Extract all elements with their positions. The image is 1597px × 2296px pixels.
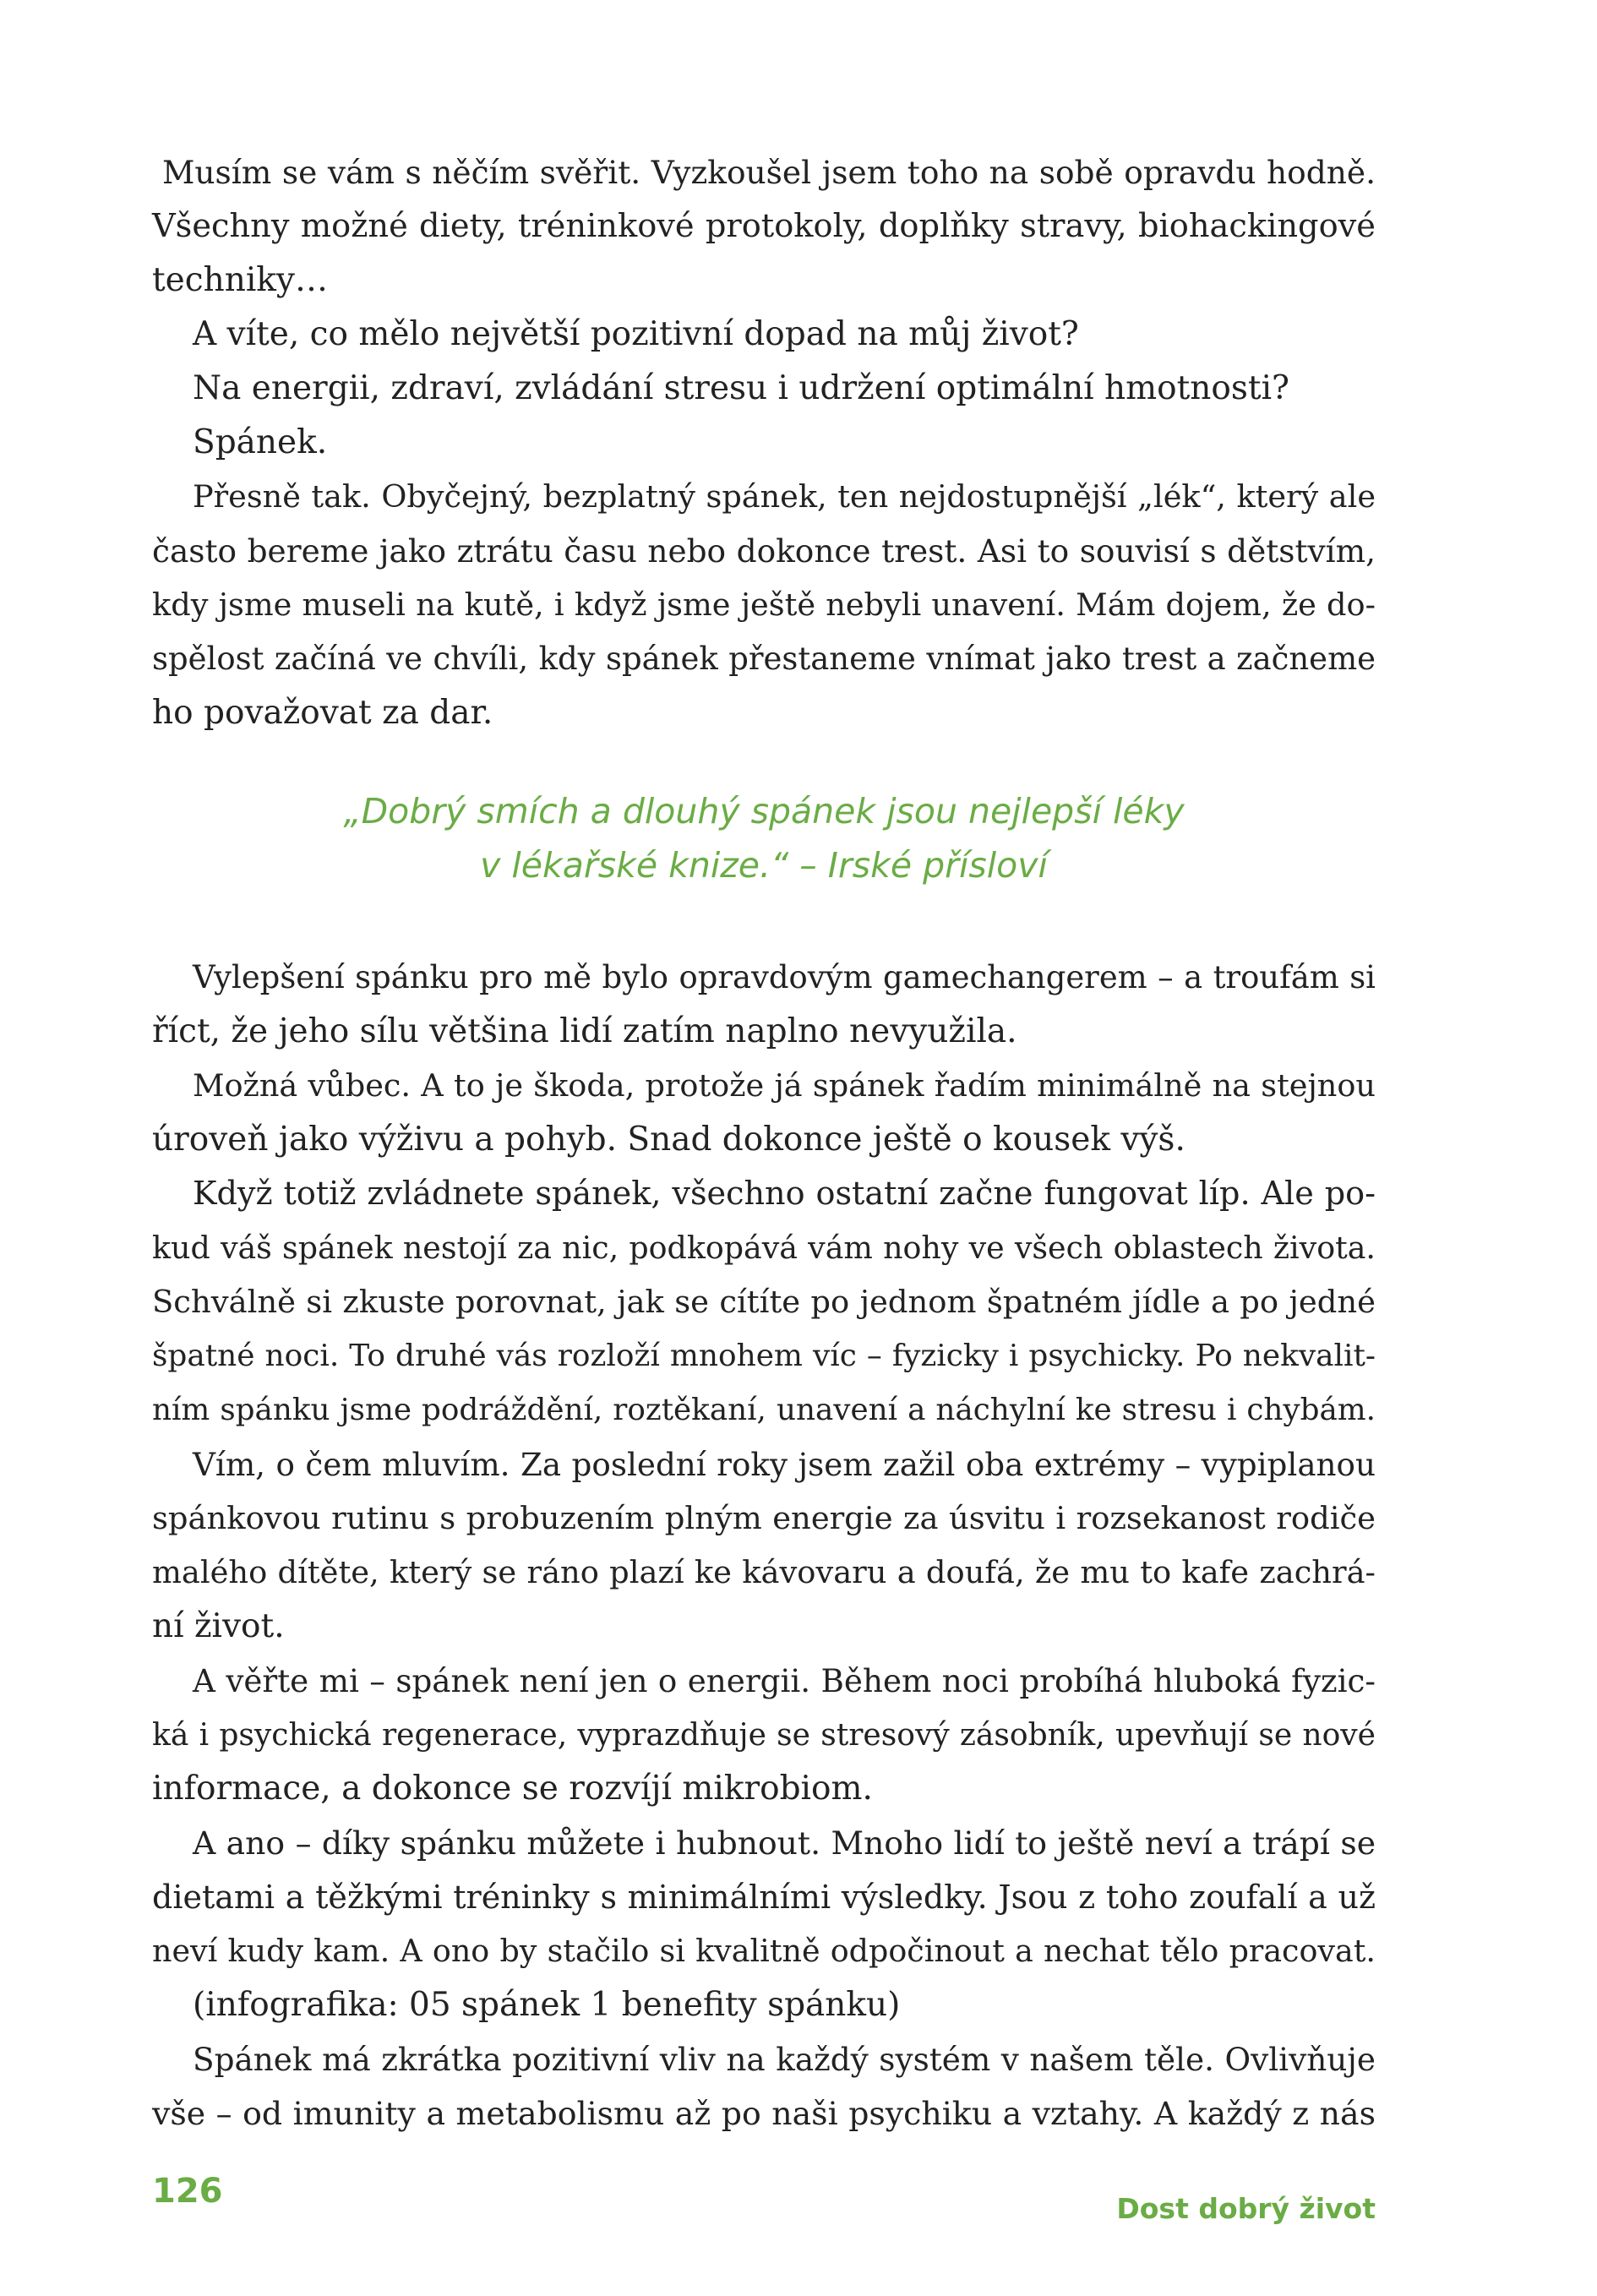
text-line: malého dítěte, který se ráno plazí ke kávovaru a doufá, že mu to kafe zachrá- (152, 1554, 1376, 1590)
text-line: vše – od imunity a metabolismu až po naši psychiku a vztahy. A každý z nás (152, 2095, 1376, 2132)
text-line: ní život. (152, 1607, 285, 1645)
running-footer-title: Dost dobrý život (1116, 2192, 1376, 2225)
text-line: dietami a těžkými tréninky s minimálními výsledky. Jsou z toho zoufalí a už (152, 1879, 1376, 1916)
text-line: Přesně tak. Obyčejný, bezplatný spánek, ten nejdostupnější „lék“, který ale (193, 478, 1376, 515)
text-line: ním spánku jsme podráždění, roztěkaní, unavení a náchylní ke stresu i chybám. (152, 1393, 1376, 1427)
text-line: Schválně si zkuste porovnat, jak se cítíte po jednom špatném jídle a po jedné (152, 1284, 1376, 1320)
text-line: Spánek. (193, 423, 328, 461)
text-line: ká i psychická regenerace, vyprazdňuje se stresový zásobník, upevňují se nové (152, 1717, 1376, 1753)
text-line: úroveň jako výživu a pohyb. Snad dokonce ještě o kousek výš. (152, 1121, 1185, 1159)
text-line: Spánek má zkrátka pozitivní vliv na každý systém v našem těle. Ovlivňuje (193, 2041, 1376, 2078)
intro-text (152, 145, 1376, 740)
text-line: Vím, o čem mluvím. Za poslední roky jsem zažil oba extrémy – vypiplanou (193, 1446, 1376, 1483)
text-line: Možná vůbec. A to je škoda, protože já spánek řadím minimálně na stejnou (193, 1067, 1376, 1104)
text-line: kud váš spánek nestojí za nic, podkopává vám nohy ve všech oblastech života. (152, 1230, 1376, 1266)
text-line: neví kudy kam. A ono by stačilo si kvalitně odpočinout a nechat tělo pracovat. (152, 1933, 1376, 1969)
text-line: (infografika: 05 spánek 1 benefity spánku) (193, 1986, 901, 2024)
text-line: A víte, co mělo největší pozitivní dopad na můj život? (193, 315, 1079, 353)
text-line: Vylepšení spánku pro mě bylo opravdovým gamechangerem – a troufám si (193, 959, 1376, 995)
text-line: ho považovat za dar. (152, 694, 493, 732)
quote-line: v lékařské knize.“ – Irské přísloví (480, 845, 1048, 886)
text-line: spánkovou rutinu s probuzením plným energie za úsvitu i rozsekanost rodiče (152, 1500, 1376, 1536)
text-line: A ano – díky spánku můžete i hubnout. Mnoho lidí to ještě neví a trápí se (193, 1824, 1376, 1862)
text-line: A věřte mi – spánek není jen o energii. Během noci probíhá hluboká fyzic- (193, 1662, 1376, 1699)
pull-quote (152, 784, 1376, 892)
text-line: techniky… (152, 261, 328, 299)
text-line: Na energii, zdraví, zvládání stresu i udržení optimální hmotnosti? (193, 369, 1289, 407)
main-text (152, 951, 1376, 2141)
text-line: říct, že jeho sílu většina lidí zatím naplno nevyužila. (152, 1012, 1017, 1050)
quote-line: „Dobrý smích a dlouhý spánek jsou nejlepší léky (343, 791, 1185, 832)
text-line: Když totiž zvládnete spánek, všechno ostatní začne fungovat líp. Ale po- (193, 1175, 1376, 1213)
text-line: spělost začíná ve chvíli, kdy spánek přestaneme vnímat jako trest a začneme (152, 641, 1376, 677)
text-line: Musím se vám s něčím svěřit. Vyzkoušel jsem toho na sobě opravdu hodně. (162, 154, 1376, 191)
text-line: informace, a dokonce se rozvíjí mikrobiom. (152, 1770, 873, 1808)
text-line: špatné noci. To druhé vás rozloží mnohem víc – fyzicky i psychicky. Po nekvalit- (152, 1339, 1376, 1373)
page-number: 126 (152, 2172, 223, 2211)
text-line: často bereme jako ztrátu času nebo dokonce trest. Asi to souvisí s dětstvím, (152, 532, 1376, 570)
text-line: kdy jsme museli na kutě, i když jsme ještě nebyli unavení. Mám dojem, že do- (152, 586, 1376, 623)
text-line: Všechny možné diety, tréninkové protokoly, doplňky stravy, biohackingové (152, 207, 1376, 245)
